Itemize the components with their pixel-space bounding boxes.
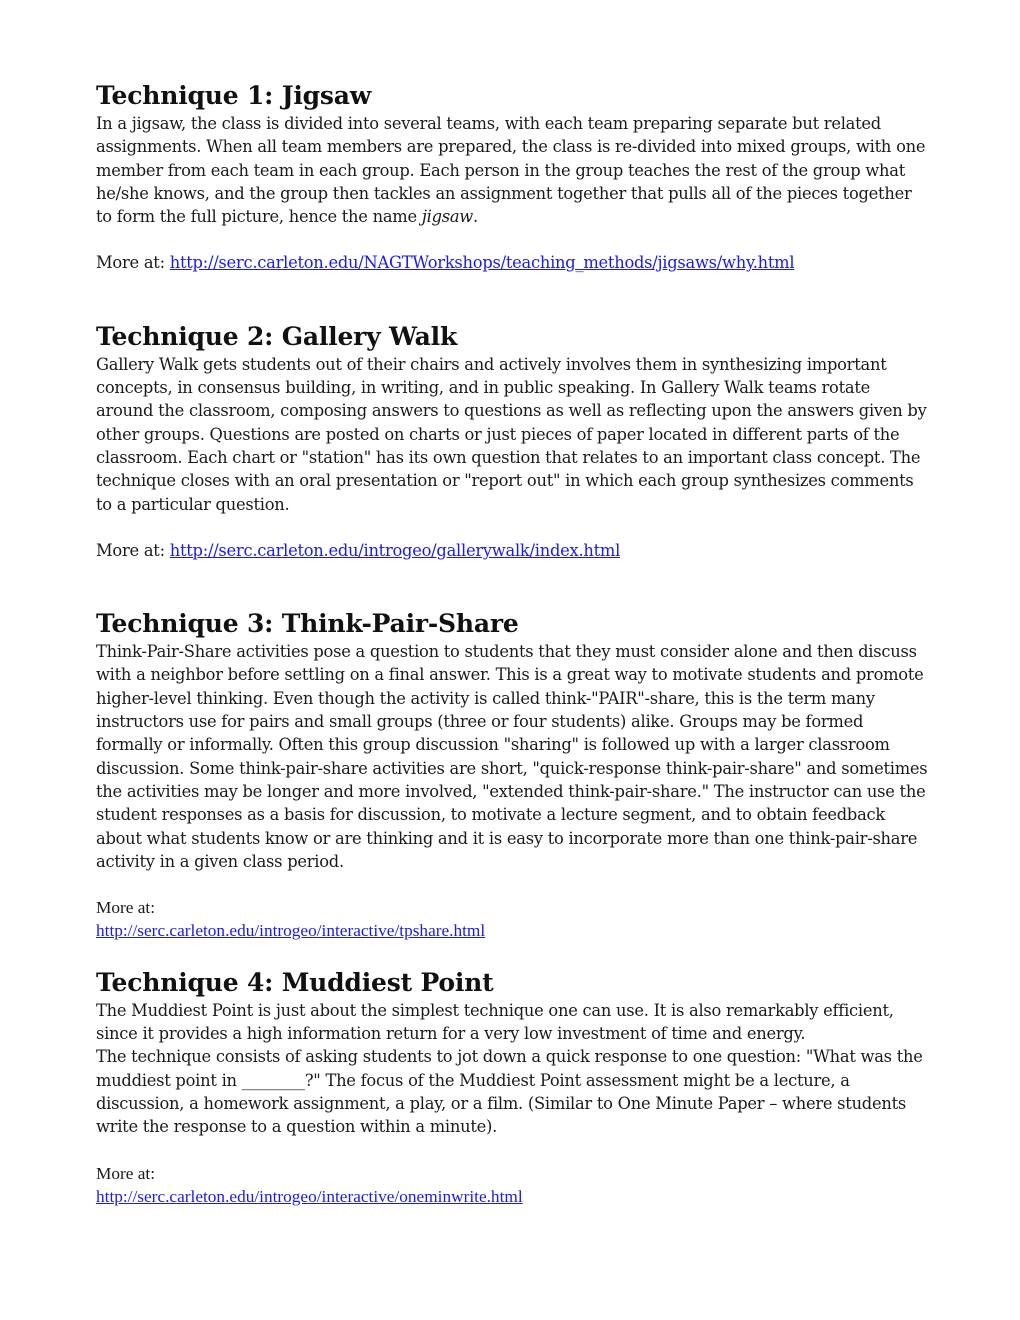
more-at-line [96, 251, 928, 274]
section-paragraph [96, 112, 928, 228]
more-at-line [96, 919, 928, 942]
section-muddiest-point [96, 967, 928, 1208]
section-paragraph: Think-Pair-Share activities pose a question to students that they must consider alone and then discuss with a neighbor before settling on a final answer. This is a great way to motivate students and promote higher-level thinking. Even though the activity is called think-"PAIR"-share, this is the term many instructors use for pairs and small groups (three or four students) alike. Groups may be formed formally or informally. Often this group discussion "sharing" is followed up with a larger classroom discussion. Some think-pair-share activities are short, "quick-response think-pair-share" and sometimes the activities may be longer and more involved, "extended think-pair-share." The instructor can use the student responses as a basis for discussion, to motivate a lecture segment, and to obtain feedback about what students know or are thinking and it is easy to incorporate more than one think-pair-share activity in a given class period. [96, 642, 928, 871]
section-jigsaw [96, 80, 928, 275]
section-heading: Technique 4: Muddiest Point [96, 967, 494, 997]
section-think-pair-share [96, 608, 928, 943]
section-paragraph: Gallery Walk gets students out of their chairs and actively involves them in synthesizing important concepts, in consensus building, in writing, and in public speaking. In Gallery Walk teams rotate around the classroom, composing answers to questions as well as reflecting upon the answers given by other groups. Questions are posted on charts or just pieces of paper located in different parts of the classroom. Each chart or "station" has its own question that relates to an important class concept. The technique closes with an oral presentation or "report out" in which each group synthesizes comments to a particular question. [96, 354, 927, 514]
more-at-label: More at: [96, 540, 170, 560]
emphasis-suffix: . [473, 207, 478, 227]
section-paragraph: The Muddiest Point is just about the simplest technique one can use. It is also remarkably efficient, since it provides a high information return for a very low investment of time and energy. [96, 1000, 894, 1044]
section-gallery-walk [96, 321, 928, 562]
muddiest-point-link[interactable]: http://serc.carleton.edu/introgeo/interactive/oneminwrite.html [96, 1186, 523, 1206]
more-at-line [96, 1185, 928, 1208]
document-page [96, 80, 928, 1208]
more-at-label: More at: [96, 253, 170, 273]
section-paragraph: The technique consists of asking students to jot down a quick response to one question: "What was the muddiest point in ________?" The focus of the Muddiest Point assessment might be a lecture, a discussion, a homework assignment, a play, or a film. (Similar to One Minute Paper – where students write the response to a question within a minute). [96, 1047, 923, 1137]
more-at-label: More at: [96, 898, 156, 918]
jigsaw-link[interactable]: http://serc.carleton.edu/NAGTWorkshops/teaching_methods/jigsaws/why.html [169, 253, 795, 273]
paragraph-text: In a jigsaw, the class is divided into several teams, with each team preparing separate but related assignments. When all team members are prepared, the class is re-divided into mixed groups, with one member from each team in each group. Each person in the group teaches the rest of the group what he/she knows, and the group then tackles an assignment together that pulls all of the pieces together to form the full picture, hence the name [96, 114, 926, 227]
more-at-line [96, 539, 928, 562]
section-heading: Technique 3: Think-Pair-Share [96, 609, 519, 639]
section-heading: Technique 1: Jigsaw [96, 81, 372, 110]
think-pair-share-link[interactable]: http://serc.carleton.edu/introgeo/interactive/tpshare.html [96, 921, 486, 941]
section-heading: Technique 2: Gallery Walk [96, 321, 458, 351]
gallery-walk-link[interactable]: http://serc.carleton.edu/introgeo/gallerywalk/index.html [169, 540, 621, 560]
emphasis-text: jigsaw [421, 207, 473, 227]
more-at-label: More at: [96, 1163, 156, 1183]
